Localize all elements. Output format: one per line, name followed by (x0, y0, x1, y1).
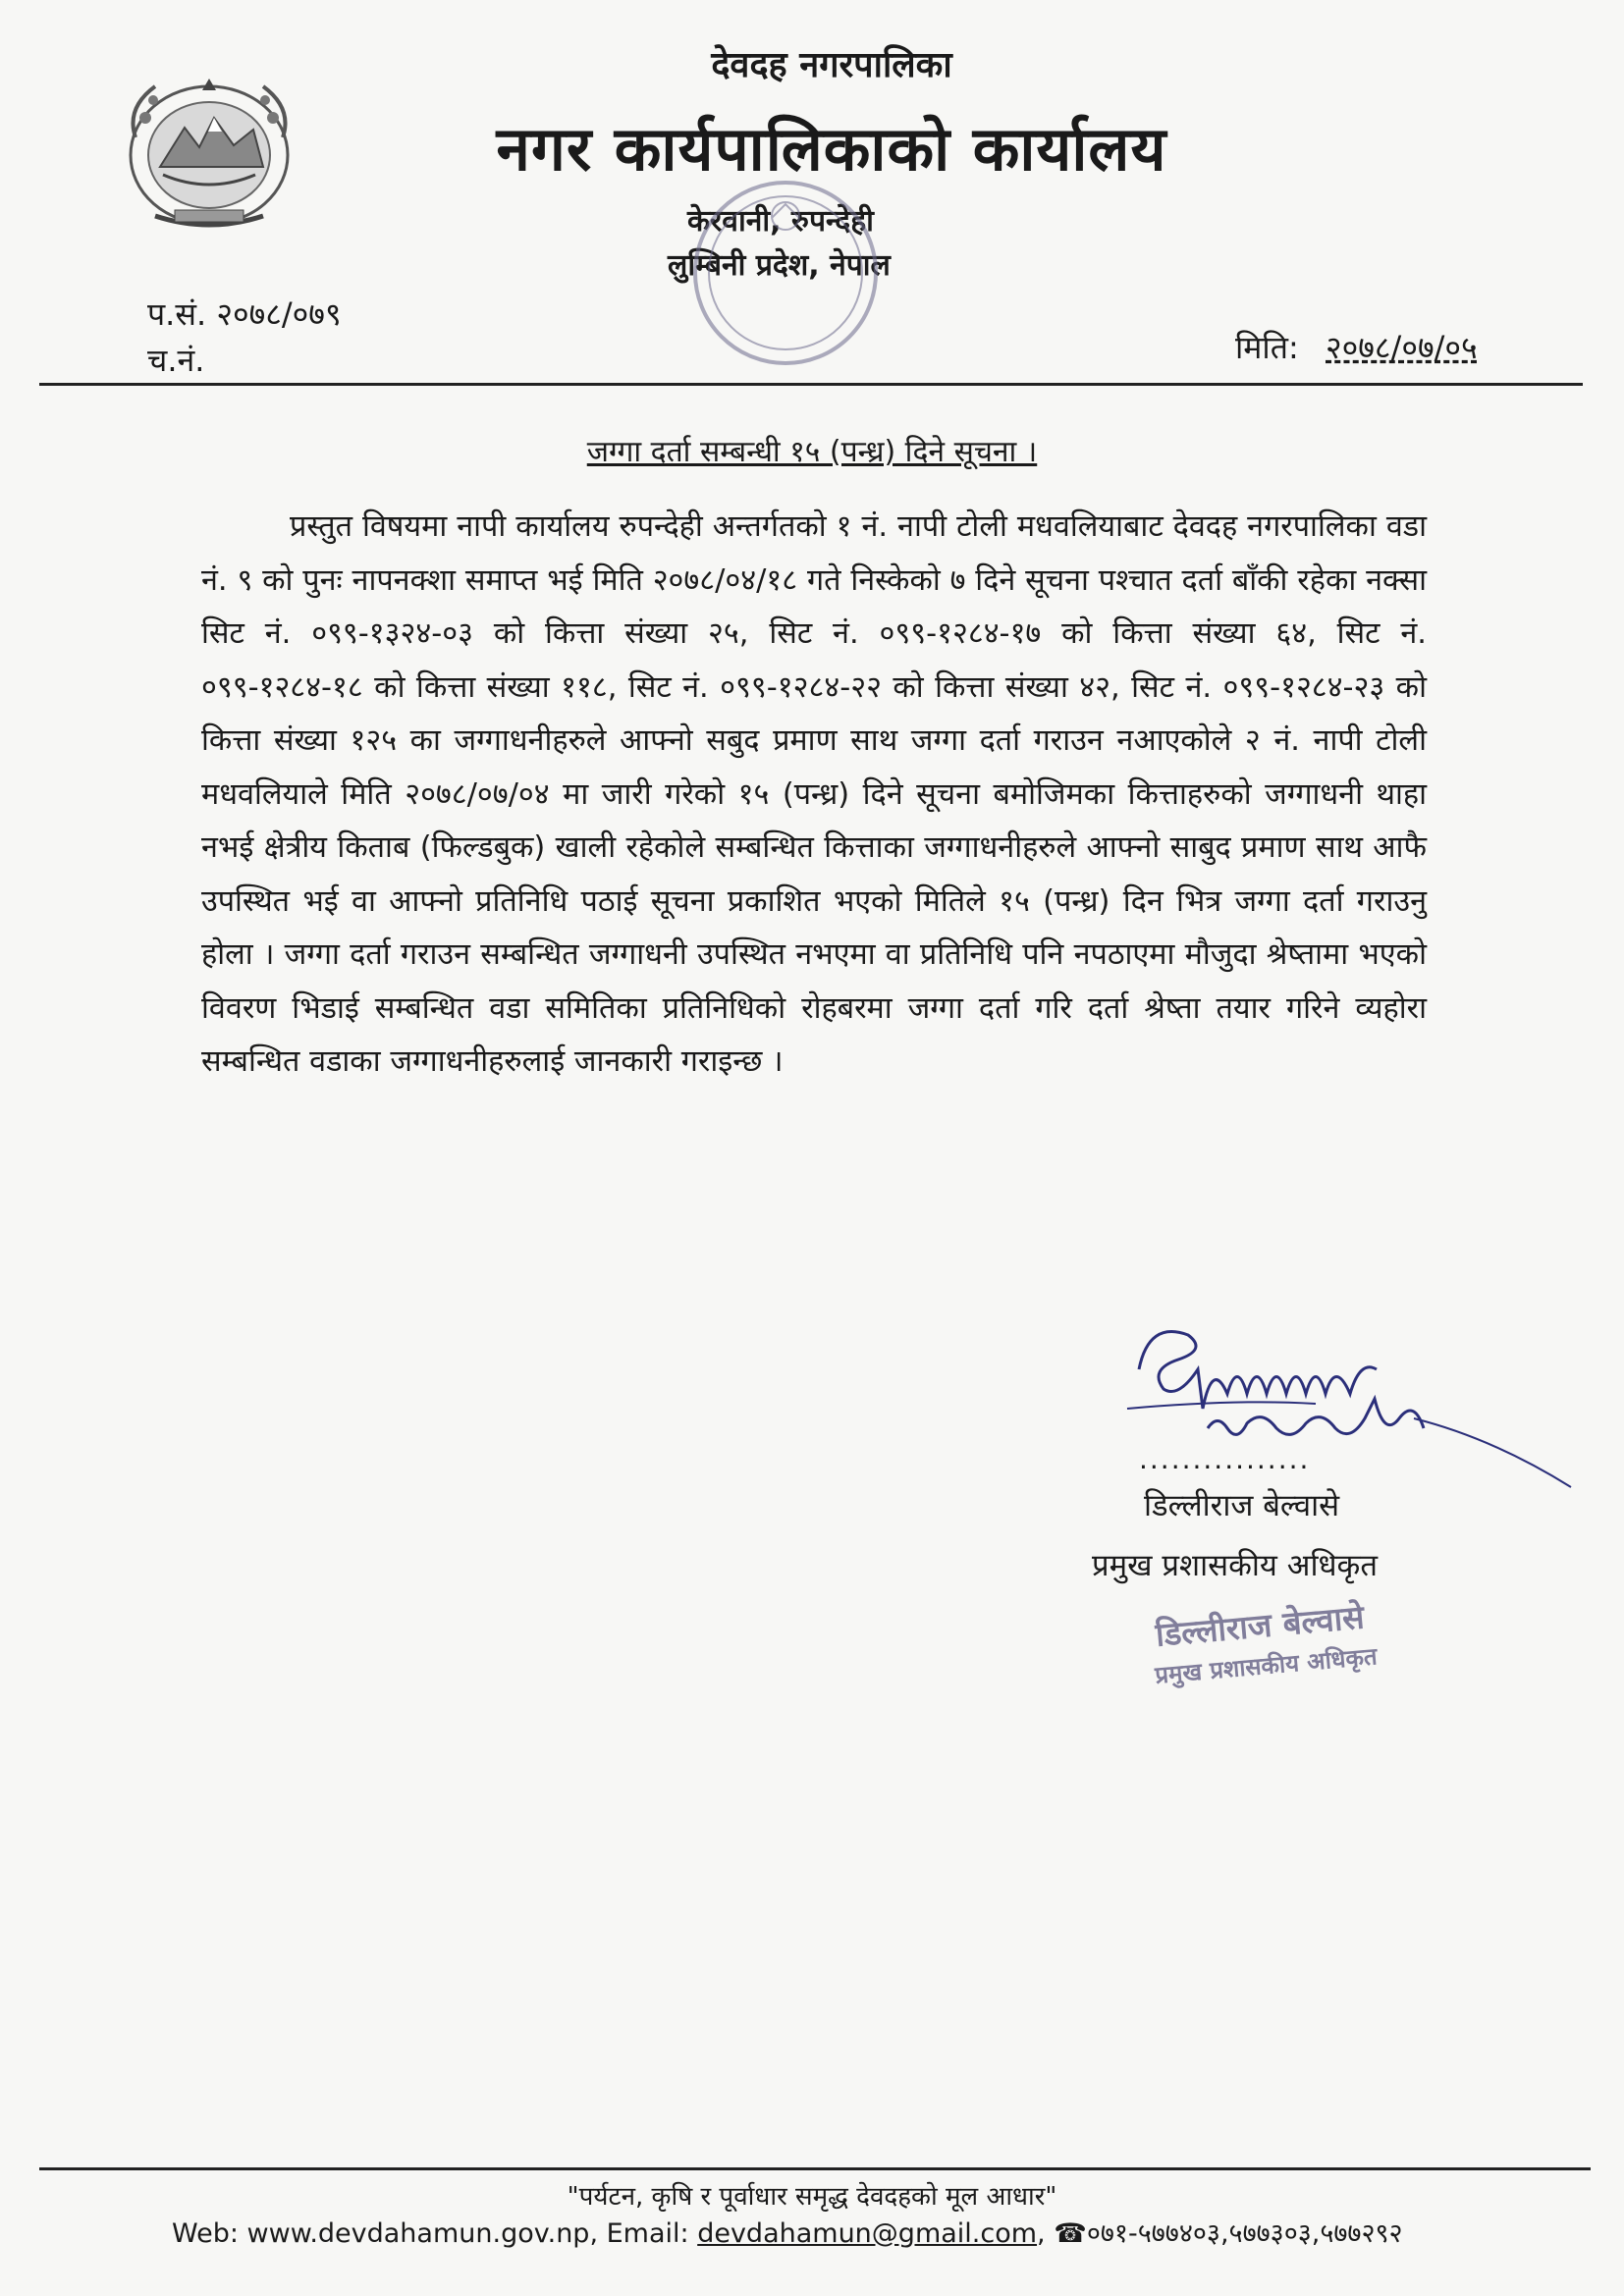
notice-subject (0, 430, 1624, 470)
municipality-name: देवदह नगरपालिका (711, 45, 952, 85)
signer-title: प्रमुख प्रशासकीय अधिकृत (1092, 1548, 1379, 1583)
office-title: नगर कार्यपालिकाको कार्यालय (496, 113, 1167, 185)
notice-subject-text: जग्गा दर्ता सम्बन्धी १५ (पन्ध्र) दिने सूचना । (586, 435, 1038, 469)
footer-contact (172, 2214, 1403, 2250)
address-line-1: केरवानी, रुपन्देही (687, 204, 874, 239)
name-stamp-name: डिल्लीराज बेल्वासे (1154, 1597, 1366, 1654)
reference-number: प.सं. २०७८/०७९ (147, 295, 342, 333)
dispatch-number: च.नं. (147, 342, 205, 379)
phone-numbers: , ☎०७१-५७७४०३,५७७३०३,५७७२९२ (1037, 2218, 1403, 2249)
footer-divider (39, 2167, 1591, 2170)
header-divider (39, 383, 1583, 386)
name-stamp-title: प्रमुख प्रशासकीय अधिकृत (1154, 1642, 1379, 1689)
office-stamp (687, 175, 884, 371)
date-value: २०७८/०७/०५ (1326, 329, 1478, 366)
notice-body-text: प्रस्तुत विषयमा नापी कार्यालय रुपन्देही अन्तर्गतको १ नं. नापी टोली मधवलियाबाट देवदह नगरपालिका वडा नं. ९ को पुनः नापनक्शा समाप्त भई मिति २०७८/०४/१८ गते निस्केको ७ दिने सूचना पश्चात दर्ता बाँकी रहेका नक्सा सिट नं. ०९९-१३२४-०३ को कित्ता संख्या २५, सिट नं. ०९९-१२८४-१७ को कित्ता संख्या ६४, सिट नं. ०९९-१२८४-१८ को कित्ता संख्या ११८, सिट नं. ०९९-१२८४-२२ को कित्ता संख्या ४२, सिट नं. ०९९-१२८४-२३ को कित्ता संख्या १२५ का जग्गाधनीहरुले आफ्नो सबुद प्रमाण साथ जग्गा दर्ता गराउन नआएकोले २ नं. नापी टोली मधवलियाले मिति २०७८/०७/०४ मा जारी गरेको १५ (पन्ध्र) दिने सूचना बमोजिमका कित्ताहरुको जग्गाधनी थाहा नभई क्षेत्रीय किताब (फिल्डबुक) खाली रहेकोले सम्बन्धित कित्ताका जग्गाधनीहरुले आफ्नो साबुद प्रमाण साथ आफै उपस्थित भई वा आफ्नो प्रतिनिधि पठाई सूचना प्रकाशित भएको मितिले १५ (पन्ध्र) दिन भित्र जग्गा दर्ता गराउनु होला । जग्गा दर्ता गराउन सम्बन्धित जग्गाधनी उपस्थित नभएमा वा प्रतिनिधि पनि नपठाएमा मौजुदा श्रेष्तामा भएको विवरण भिडाई सम्बन्धित वडा समितिका प्रतिनिधिको रोहबरमा जग्गा दर्ता गरि दर्ता श्रेष्ता तयार गरिने व्यहोरा सम्बन्धित वडाका जग्गाधनीहरुलाई जानकारी गराइन्छ । (201, 509, 1427, 1079)
signer-name: डिल्लीराज बेल्वासे (1144, 1488, 1340, 1523)
footer-motto: "पर्यटन, कृषि र पूर्वाधार समृद्ध देवदहको मूल आधार" (567, 2182, 1057, 2212)
website-text: Web: www.devdahamun.gov.np, Email: (172, 2218, 698, 2249)
email-link[interactable]: devdahamun@gmail.com (697, 2218, 1038, 2249)
notice-body (201, 501, 1427, 1090)
signature-line: ................ (1139, 1443, 1311, 1475)
date-label: मिति: (1235, 329, 1299, 366)
address-line-2: लुम्बिनी प्रदेश, नेपाल (668, 248, 891, 283)
